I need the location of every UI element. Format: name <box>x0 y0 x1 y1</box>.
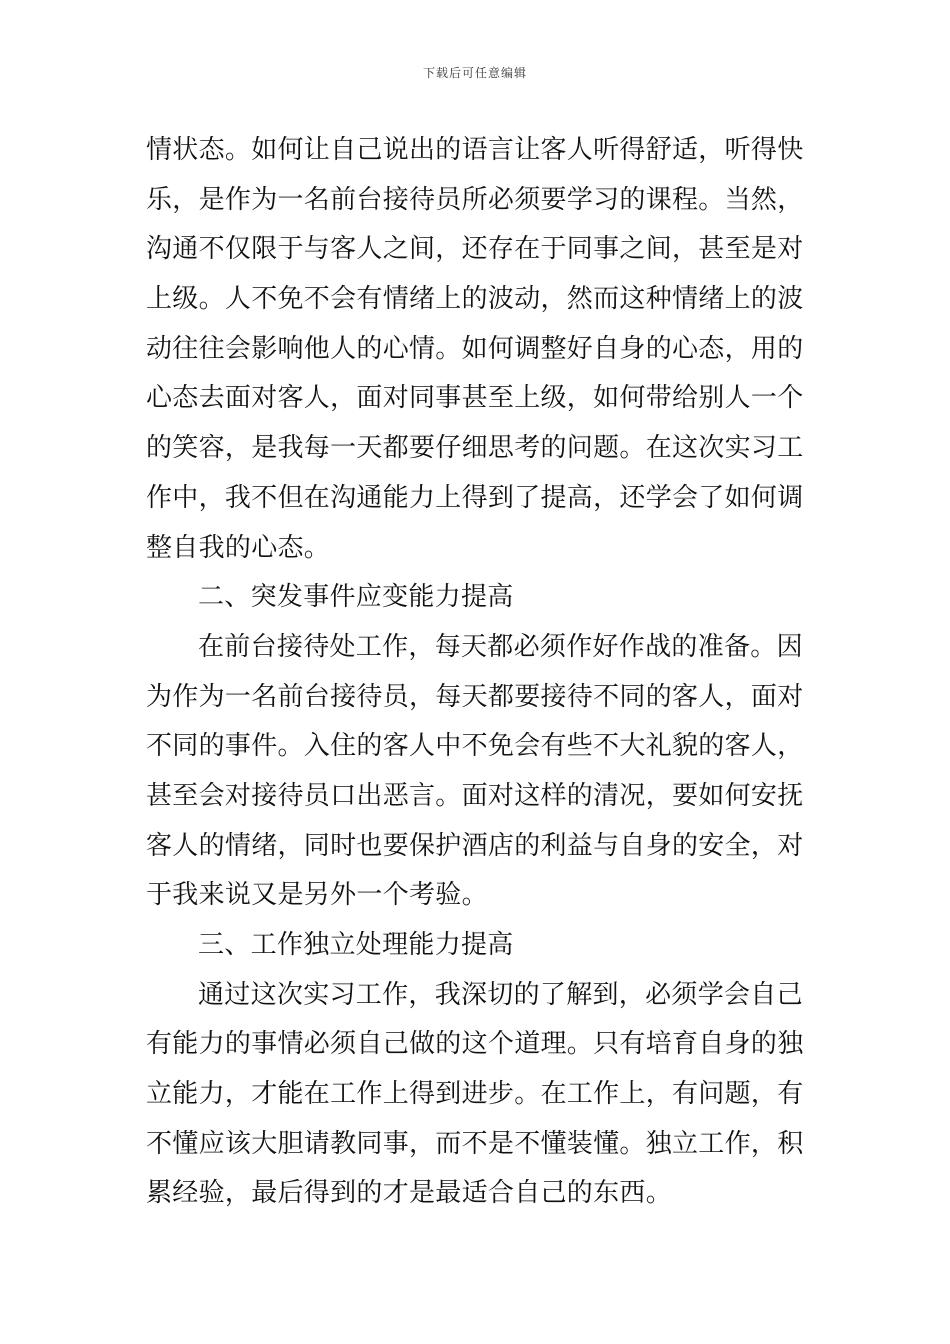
text-line: 乐，是作为一名前台接待员所必须要学习的课程。当然， <box>146 184 804 215</box>
text-line: 为作为一名前台接待员，每天都要接待不同的客人，面对 <box>146 681 804 712</box>
document-body <box>146 126 806 1219</box>
text-line: 心态去面对客人，面对同事甚至上级，如何带给别人一个 <box>146 383 804 414</box>
text-line: 整自我的心态。 <box>146 532 331 563</box>
text-line: 不懂应该大胆请教同事，而不是不懂装懂。独立工作，积 <box>146 1128 804 1159</box>
paragraph-start-line: 在前台接待处工作，每天都必须作好作战的准备。因 <box>198 631 803 662</box>
text-line: 客人的情绪，同时也要保护酒店的利益与自身的安全，对 <box>146 830 804 861</box>
text-line: 上级。人不免不会有情绪上的波动，然而这种情绪上的波 <box>146 284 804 315</box>
text-line: 有能力的事情必须自己做的这个道理。只有培育自身的独 <box>146 1029 804 1060</box>
page-header: 下载后可任意编辑 <box>422 66 527 80</box>
text-line: 甚至会对接待员口出恶言。面对这样的清况，要如何安抚 <box>146 780 804 811</box>
text-line: 的笑容，是我每一天都要仔细思考的问题。在这次实习工 <box>146 433 804 464</box>
text-line: 累经验，最后得到的才是最适合自己的东西。 <box>146 1178 673 1209</box>
text-line: 不同的事件。入住的客人中不免会有些不大礼貌的客人， <box>146 731 804 762</box>
section-heading-2: 二、突发事件应变能力提高 <box>198 582 514 613</box>
text-line: 立能力，才能在工作上得到进步。在工作上，有问题，有 <box>146 1079 804 1110</box>
paragraph-start-line: 通过这次实习工作，我深切的了解到，必须学会自己 <box>198 979 803 1010</box>
text-line: 情状态。如何让自己说出的语言让客人听得舒适，听得快 <box>146 135 804 165</box>
text-line: 作中，我不但在沟通能力上得到了提高，还学会了如何调 <box>146 482 804 513</box>
section-heading-3: 三、工作独立处理能力提高 <box>198 930 514 960</box>
text-line: 沟通不仅限于与客人之间，还存在于同事之间，甚至是对 <box>146 234 804 265</box>
text-line: 于我来说又是另外一个考验。 <box>146 880 488 911</box>
text-line: 动往往会影响他人的心情。如何调整好自身的心态，用的 <box>146 333 804 364</box>
